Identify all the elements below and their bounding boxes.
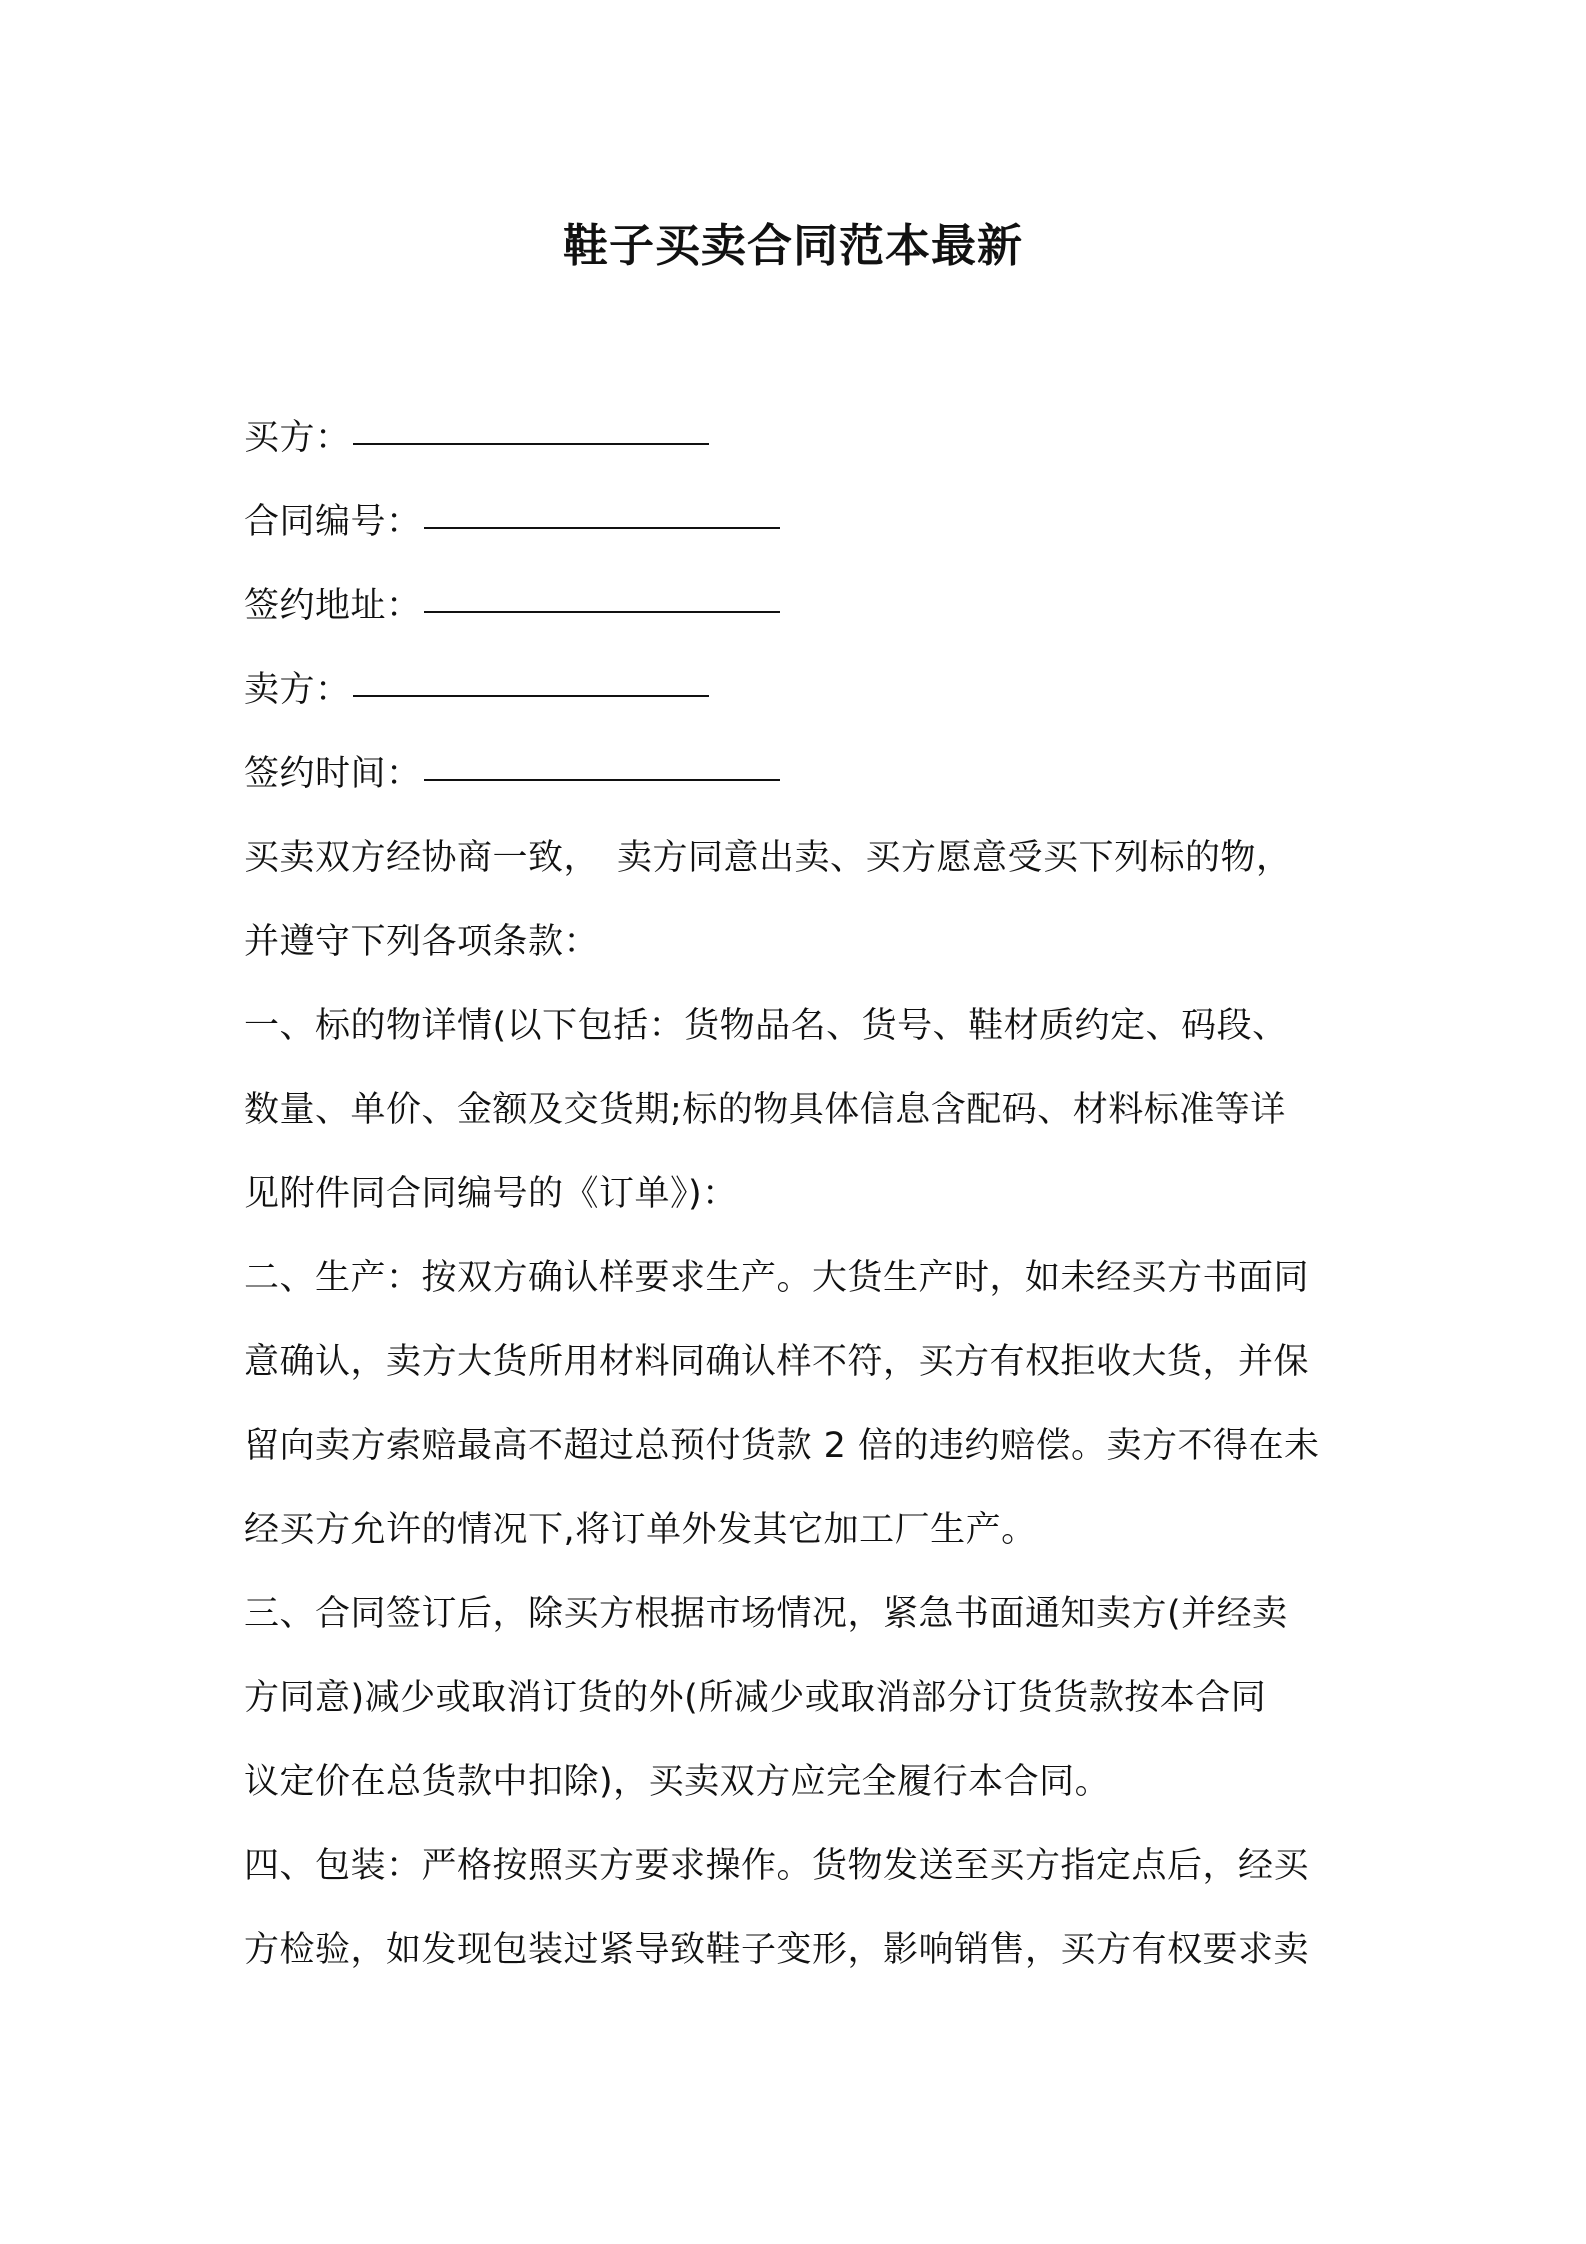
field-label: 签约地址： <box>244 586 422 626</box>
document-title: 鞋子买卖合同范本最新 <box>562 219 1023 272</box>
field-label: 买方： <box>244 418 351 458</box>
document-body <box>244 396 1356 1992</box>
paragraph-line: 议定价在总货款中扣除)，买卖双方应完全履行本合同。 <box>244 1762 1111 1802</box>
paragraph-line: 留向卖方索赔最高不超过总预付货款 2 倍的违约赔偿。卖方不得在未 <box>244 1426 1320 1466</box>
blank-line <box>424 601 780 613</box>
field-label: 签约时间： <box>244 754 422 794</box>
field-seller <box>244 648 1356 732</box>
paragraph-line: 意确认，卖方大货所用材料同确认样不符，买方有权拒收大货，并保 <box>244 1342 1310 1382</box>
field-signing-time <box>244 732 1356 816</box>
paragraph-line: 四、包装：严格按照买方要求操作。货物发送至买方指定点后，经买 <box>244 1846 1310 1886</box>
field-label: 合同编号： <box>244 502 422 542</box>
field-label: 卖方： <box>244 670 351 710</box>
blank-line <box>424 517 780 529</box>
paragraph-line: 二、生产：按双方确认样要求生产。大货生产时，如未经买方书面同 <box>244 1258 1310 1298</box>
blank-line <box>353 685 709 697</box>
paragraph-line: 买卖双方经协商一致， 卖方同意出卖、买方愿意受买下列标的物， <box>244 838 1292 878</box>
paragraph-line: 方检验，如发现包装过紧导致鞋子变形，影响销售，买方有权要求卖 <box>244 1930 1310 1970</box>
field-contract-number <box>244 480 1356 564</box>
paragraph-line: 一、标的物详情(以下包括：货物品名、货号、鞋材质约定、码段、 <box>244 1006 1288 1046</box>
paragraph-line: 见附件同合同编号的《订单》)： <box>244 1174 738 1214</box>
blank-line <box>424 769 780 781</box>
blank-line <box>353 433 709 445</box>
paragraph-line: 数量、单价、金额及交货期;标的物具体信息含配码、材料标准等详 <box>244 1090 1286 1130</box>
paragraph-line: 方同意)减少或取消订货的外(所减少或取消部分订货货款按本合同 <box>244 1678 1267 1718</box>
paragraph-line: 并遵守下列各项条款： <box>244 922 600 962</box>
field-buyer <box>244 396 1356 480</box>
paragraph-line: 经买方允许的情况下,将订单外发其它加工厂生产。 <box>244 1510 1037 1550</box>
paragraph-line: 三、合同签订后，除买方根据市场情况，紧急书面通知卖方(并经卖 <box>244 1594 1288 1634</box>
field-signing-address <box>244 564 1356 648</box>
